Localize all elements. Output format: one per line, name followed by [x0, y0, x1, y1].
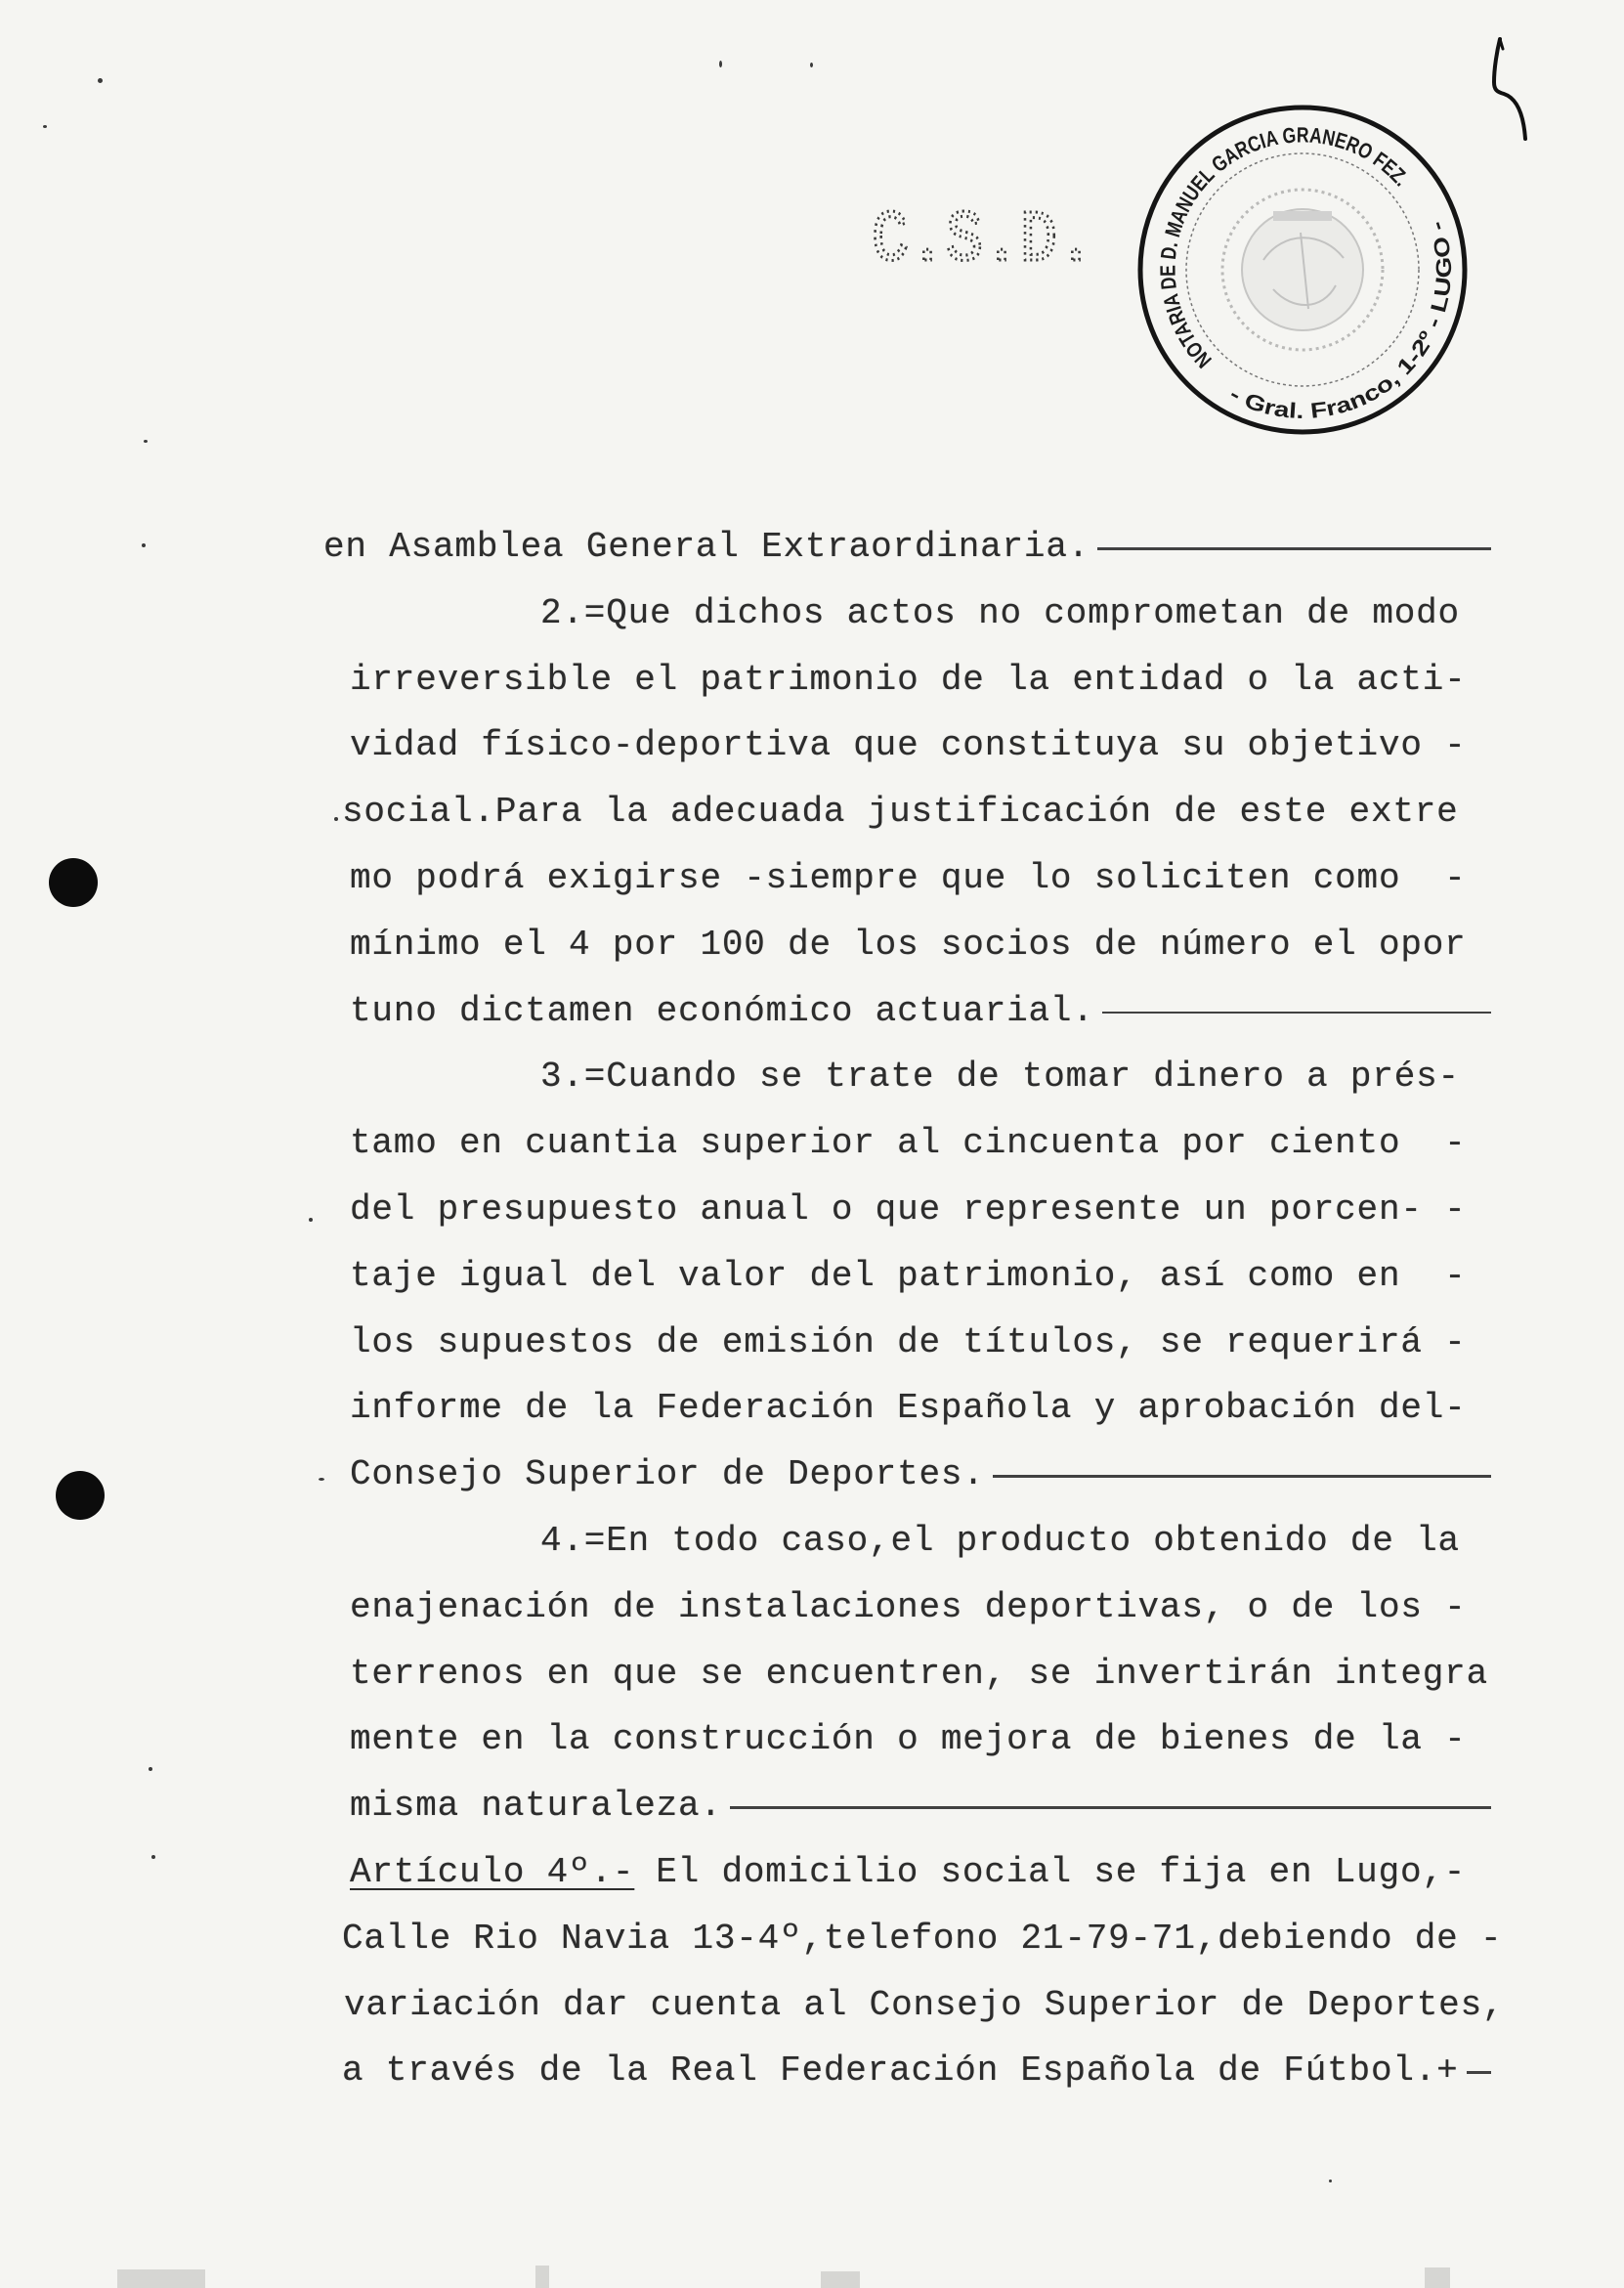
- text-line: [0, 1243, 1624, 1310]
- text-line: [0, 1177, 1624, 1243]
- line-text: a través de la Real Federación Española de Fútbol.+: [342, 2051, 1459, 2092]
- notary-seal: [1127, 94, 1478, 446]
- line-text: Calle Rio Navia 13-4º,telefono 21-79-71,debiendo de -: [342, 1918, 1503, 1959]
- text-line: [0, 912, 1624, 978]
- text-line: [0, 1773, 1624, 1839]
- line-text: mente en la construcción o mejora de bienes de la -: [350, 1719, 1467, 1760]
- line-text: enajenación de instalaciones deportivas, o de los -: [350, 1586, 1467, 1627]
- text-line: [0, 1706, 1624, 1773]
- document-body: [0, 514, 1624, 2104]
- text-line: [0, 1906, 1624, 1972]
- text-line: [0, 1442, 1624, 1508]
- line-text: mo podrá exigirse -siempre que lo soliciten como -: [350, 857, 1467, 898]
- line-text: mínimo el 4 por 100 de los socios de número el opor: [350, 924, 1467, 965]
- line-text: informe de la Federación Española y aprobación del-: [350, 1388, 1467, 1429]
- text-line: [0, 2038, 1624, 2104]
- text-line: [0, 712, 1624, 779]
- line-text: tuno dictamen económico actuarial.: [350, 990, 1094, 1031]
- speck: [719, 61, 722, 67]
- line-text: Consejo Superior de Deportes.: [350, 1454, 985, 1495]
- text-line: [0, 647, 1624, 713]
- speck: [1329, 2180, 1332, 2182]
- text-line: [0, 1972, 1624, 2039]
- speck: [43, 125, 47, 128]
- text-line: [0, 845, 1624, 912]
- line-text: variación dar cuenta al Consejo Superior de Deportes,: [344, 1984, 1505, 2025]
- filler-rule: [730, 1806, 1491, 1809]
- text-line: [0, 1310, 1624, 1376]
- csd-stamp: [860, 184, 1114, 281]
- filler-rule: [1102, 1012, 1491, 1014]
- handwritten-page-number: [1471, 29, 1549, 156]
- seal-emblem: [1222, 190, 1383, 350]
- line-text: El domicilio social se fija en Lugo,-: [656, 1851, 1467, 1892]
- seal-bottom-text: - Gral. Franco, 1-2º - LUGO -: [1225, 220, 1457, 423]
- line-text: terrenos en que se encuentren, se invertirán integra: [350, 1653, 1488, 1694]
- text-line: [0, 978, 1624, 1045]
- speck: [144, 440, 148, 443]
- text-line: [0, 581, 1624, 647]
- filler-rule: [1467, 2071, 1491, 2074]
- scan-mark: [821, 2271, 860, 2288]
- scan-mark: [535, 2266, 549, 2288]
- line-text: misma naturaleza.: [350, 1786, 722, 1827]
- line-text: en Asamblea General Extraordinaria.: [323, 527, 1090, 567]
- filler-rule: [1097, 547, 1491, 550]
- seal-top-text: NOTARIA DE D. MANUEL GARCIA GRANERO FEZ.: [1155, 122, 1415, 373]
- line-text: 3.=Cuando se trate de tomar dinero a prés-: [540, 1057, 1460, 1098]
- speck: [98, 78, 103, 83]
- text-line: [0, 1508, 1624, 1575]
- line-text: tamo en cuantia superior al cincuenta por ciento -: [350, 1123, 1467, 1164]
- line-text: taje igual del valor del patrimonio, así como en -: [350, 1255, 1467, 1296]
- text-line: [0, 1044, 1624, 1110]
- line-text: 2.=Que dichos actos no comprometan de modo: [540, 592, 1460, 633]
- line-text: 4.=En todo caso,el producto obtenido de la: [540, 1520, 1460, 1561]
- line-text: social.Para la adecuada justificación de este extre: [342, 792, 1459, 833]
- text-line: [0, 779, 1624, 845]
- article-heading: Artículo 4º.-: [350, 1851, 635, 1892]
- text-line: [0, 1375, 1624, 1442]
- text-line: [0, 514, 1624, 581]
- article-4-first-line: [0, 1839, 1624, 1906]
- speck: [810, 63, 813, 67]
- text-line: [0, 1641, 1624, 1707]
- filler-rule: [993, 1475, 1491, 1478]
- text-line: [0, 1575, 1624, 1641]
- stamp-text: C.S.D.: [872, 200, 1094, 281]
- line-text: del presupuesto anual o que represente un porcen- -: [350, 1188, 1467, 1230]
- line-text: irreversible el patrimonio de la entidad o la acti-: [350, 659, 1467, 700]
- line-text: vidad físico-deportiva que constituya su objetivo -: [350, 725, 1467, 766]
- scan-mark: [117, 2269, 205, 2288]
- line-text: los supuestos de emisión de títulos, se requerirá -: [350, 1321, 1467, 1362]
- text-line: [0, 1110, 1624, 1177]
- scan-mark: [1425, 2267, 1450, 2288]
